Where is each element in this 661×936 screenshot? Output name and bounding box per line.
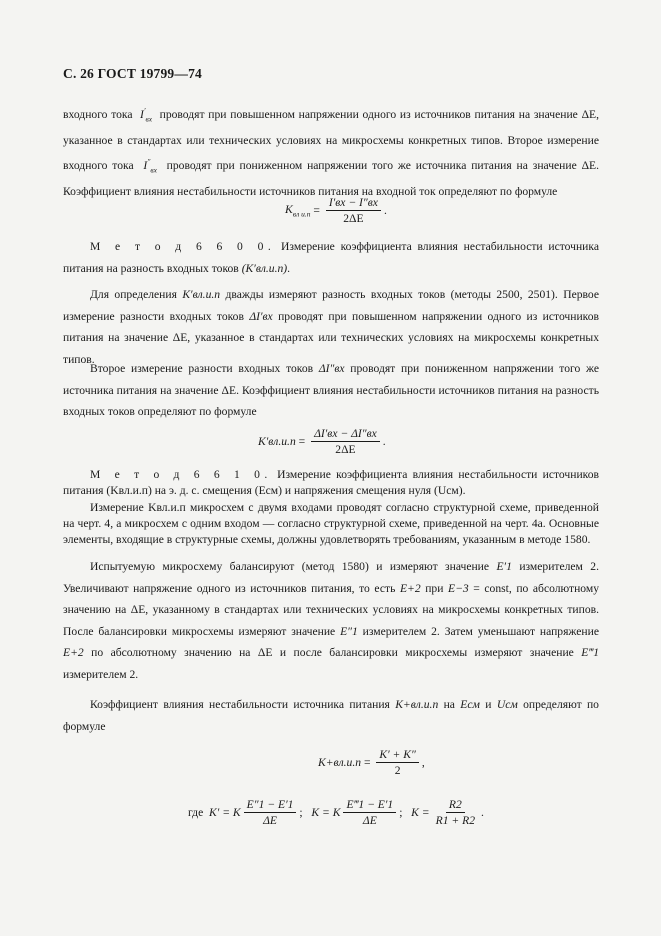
formula-definitions: где K′ = K $\frac{E''1 - E'1}{\Delta E}$ ; K = K $\frac{E‴1 - E'1}{\Delta E}$ ; K = $\frac{R2}{R1 + R2}$ . [188, 798, 484, 827]
paragraph-balancing: Испытуемую микросхему балансируют (метод 1580) и измеряют значение E′1 измерителем 2. Увеличивают напряжение одного из источников питания, то есть E+2 при E−3 = const, по абсолютному значению на ΔE, указанному в стандартах или технических условиях на микросхемы конкретных типов. После балансировки микросхемы измеряют значение E″1 измерителем 2. Затем уменьшают напряжение E+2 по абсолютному значению на ΔE и после балансировки микросхемы измеряют значение E‴1 измерителем 2. [63, 560, 600, 681]
formula-input-current-difference: K′вл.и.п = $\frac{\Delta I'вх - \Delta I''вх}{2\Delta E}$ . [258, 427, 386, 456]
method-6600-title: М е т о д 6 6 0 0. [90, 240, 276, 253]
paragraph-method-6600: М е т о д 6 6 0 0. Измерение коэффициента влияния нестабильности источника питания на разность входных токов (K′вл.и.п). [63, 240, 599, 275]
paragraph-method-6610: М е т о д 6 6 1 0. Измерение коэффициента влияния нестабильности источников питания (Kвл.и.п) на э. д. с. смещения (Eсм) и напряжения смещения нуля (Uсм). [63, 468, 599, 497]
paragraph-first-measurement: Для определения K′вл.и.п дважды измеряют разность входных токов (методы 2500, 2501). Первое измерение разности входных токов ΔI′вх проводят при повышенном напряжении одного из источников питания на значение ΔE, указанное в стандартах или технических условиях на микросхемы конкретных типов. [63, 288, 599, 366]
symbol-i-in-double-prime: $I''_{вх}$ [138, 157, 157, 175]
paragraph-second-measurement: Второе измерение разности входных токов ΔI″вх проводят при пониженном напряжении того же источника питания на значение ΔE. Коэффициент влияния нестабильности источников питания на разность входных токов определяют по формуле [63, 362, 599, 418]
paragraph-method-6610-schemes: Измерение Kвл.и.п микросхем с двумя входами проводят согласно структурной схеме, приведенной на черт. 4, а микросхем с одним входом — согласно структурной схеме, приведенной на черт. 4а. Основные элементы, входящие в структурные схемы, должны удовлетворять требованиям, указанным в методе 1580. [63, 501, 599, 546]
formula-coefficient-average: K+вл.и.п = $\frac{K' + K''}{2}$ , [318, 748, 425, 777]
symbol-i-in-prime: $I'_{вх}$ [136, 106, 153, 124]
paragraph-input-current: входного тока $I'_{вх}$ проводят при повышенном напряжении одного из источников питания на значение ΔE, указанное в стандартах или технических условиях на микросхемы конкретных типов. Второе измерение входного тока $I''_{вх}$ проводят при пониженном напряжении того же источника питания на значение ΔE. Коэффициент влияния нестабильности источников питания на входной ток определяют по формуле [63, 106, 600, 198]
paragraph-coefficient-definition: Коэффициент влияния нестабильности источника питания K+вл.и.п на Eсм и Uсм определяют по формуле [63, 698, 599, 733]
method-6610-title: М е т о д 6 6 1 0. [90, 468, 272, 481]
formula-input-current-coefficient: $K_{вл и.п}$ = $\frac{I'вх - I''вх}{2\Delta E}$ . [285, 196, 387, 225]
page-header: С. 26 ГОСТ 19799—74 [63, 66, 202, 81]
